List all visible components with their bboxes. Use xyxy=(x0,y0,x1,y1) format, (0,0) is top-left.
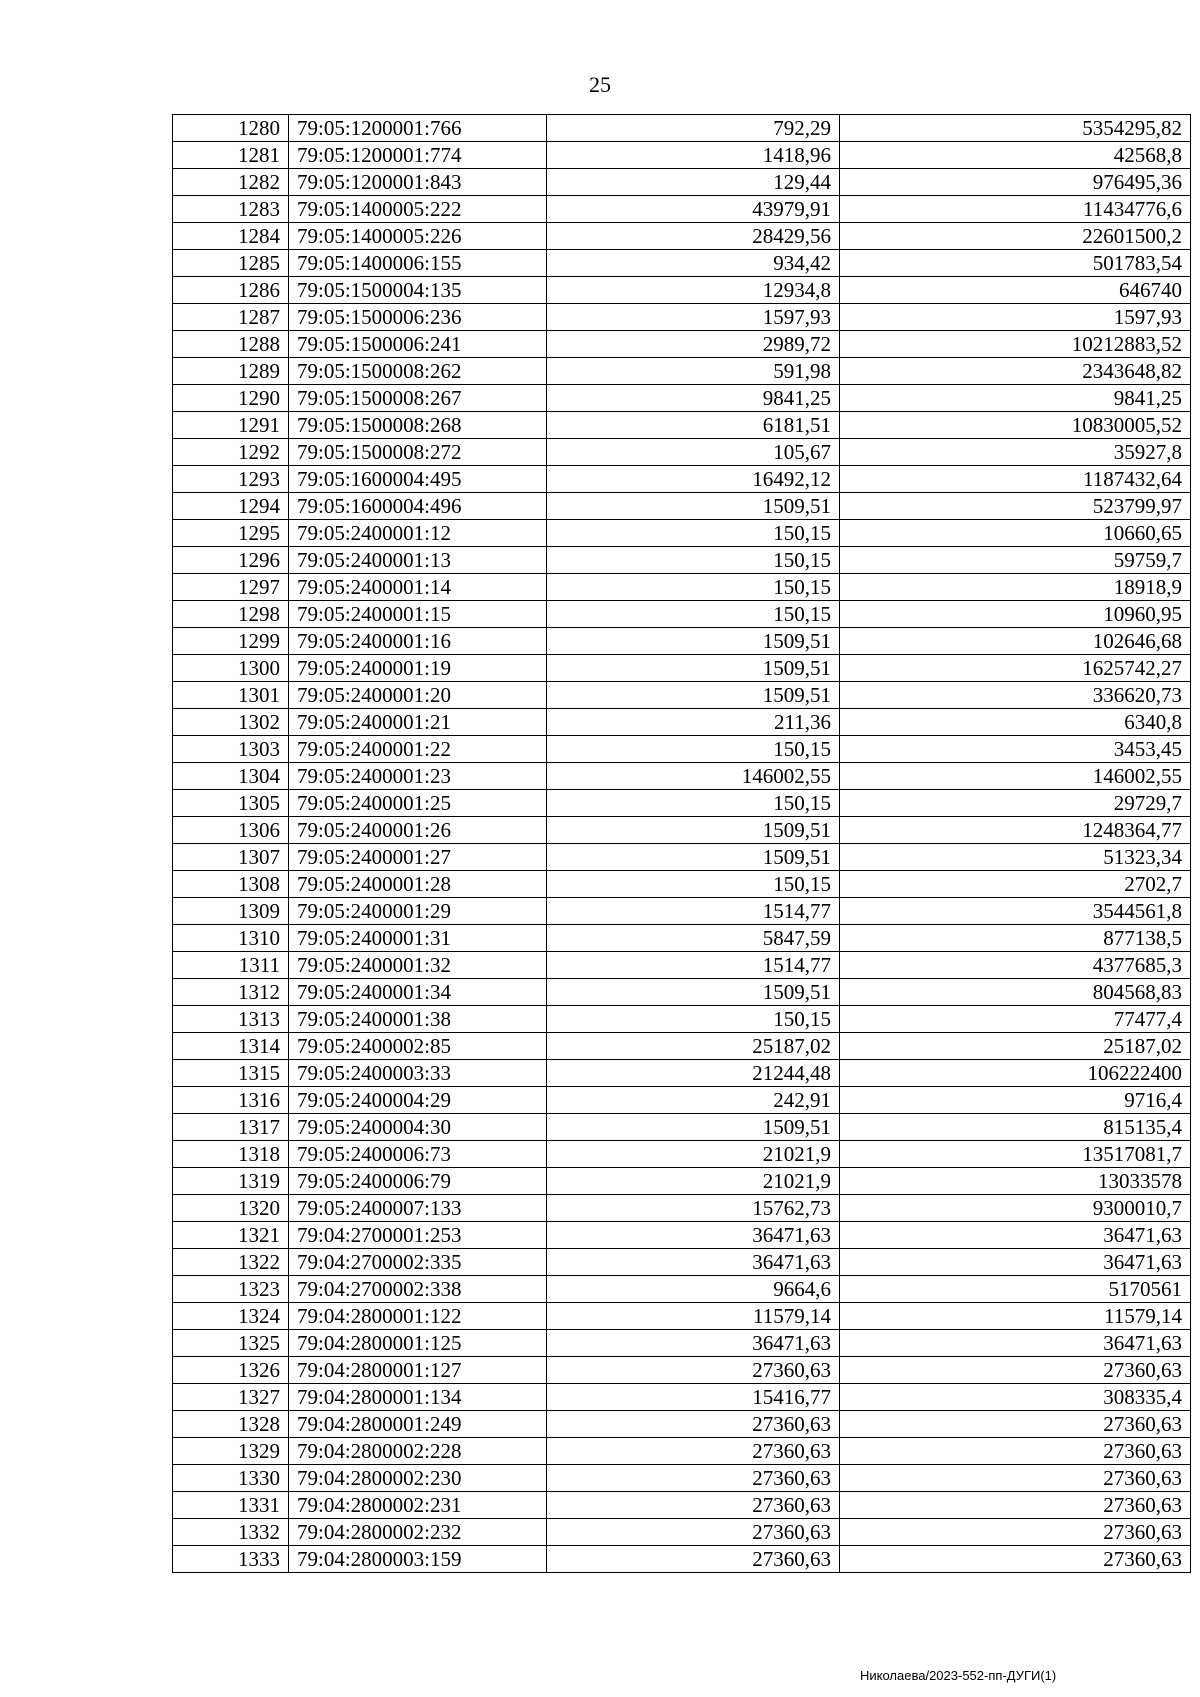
table-row xyxy=(173,277,1191,304)
value-b-cell: 27360,63 xyxy=(840,1546,1191,1573)
row-number-cell: 1285 xyxy=(173,250,289,277)
value-b-cell: 18918,9 xyxy=(840,574,1191,601)
value-b-cell: 804568,83 xyxy=(840,979,1191,1006)
value-a-cell: 1509,51 xyxy=(547,493,840,520)
row-number-cell: 1291 xyxy=(173,412,289,439)
cadastral-number-cell: 79:05:2400003:33 xyxy=(289,1060,547,1087)
value-a-cell: 27360,63 xyxy=(547,1465,840,1492)
row-number-cell: 1327 xyxy=(173,1384,289,1411)
cadastral-number-cell: 79:05:1500006:236 xyxy=(289,304,547,331)
value-b-cell: 1187432,64 xyxy=(840,466,1191,493)
value-b-cell: 336620,73 xyxy=(840,682,1191,709)
table-row xyxy=(173,250,1191,277)
table-body xyxy=(173,115,1191,1573)
cadastral-number-cell: 79:04:2800003:159 xyxy=(289,1546,547,1573)
value-a-cell: 36471,63 xyxy=(547,1330,840,1357)
value-a-cell: 1509,51 xyxy=(547,682,840,709)
cadastral-number-cell: 79:05:1400005:226 xyxy=(289,223,547,250)
value-b-cell: 59759,7 xyxy=(840,547,1191,574)
table-row xyxy=(173,871,1191,898)
cadastral-number-cell: 79:04:2800001:249 xyxy=(289,1411,547,1438)
table-row xyxy=(173,115,1191,142)
value-b-cell: 1248364,77 xyxy=(840,817,1191,844)
cadastral-number-cell: 79:04:2700001:253 xyxy=(289,1222,547,1249)
value-b-cell: 13517081,7 xyxy=(840,1141,1191,1168)
value-b-cell: 29729,7 xyxy=(840,790,1191,817)
cadastral-number-cell: 79:05:1500008:268 xyxy=(289,412,547,439)
row-number-cell: 1300 xyxy=(173,655,289,682)
table-row xyxy=(173,1330,1191,1357)
table-row xyxy=(173,169,1191,196)
table-row xyxy=(173,736,1191,763)
table-row xyxy=(173,817,1191,844)
row-number-cell: 1325 xyxy=(173,1330,289,1357)
cadastral-number-cell: 79:05:1200001:766 xyxy=(289,115,547,142)
value-b-cell: 13033578 xyxy=(840,1168,1191,1195)
value-a-cell: 150,15 xyxy=(547,871,840,898)
cadastral-number-cell: 79:05:2400001:32 xyxy=(289,952,547,979)
value-b-cell: 36471,63 xyxy=(840,1330,1191,1357)
cadastral-number-cell: 79:05:2400001:31 xyxy=(289,925,547,952)
row-number-cell: 1323 xyxy=(173,1276,289,1303)
value-a-cell: 1597,93 xyxy=(547,304,840,331)
table-row xyxy=(173,439,1191,466)
value-a-cell: 105,67 xyxy=(547,439,840,466)
row-number-cell: 1287 xyxy=(173,304,289,331)
cadastral-number-cell: 79:05:1200001:843 xyxy=(289,169,547,196)
row-number-cell: 1297 xyxy=(173,574,289,601)
value-b-cell: 22601500,2 xyxy=(840,223,1191,250)
table-row xyxy=(173,385,1191,412)
cadastral-number-cell: 79:05:2400001:22 xyxy=(289,736,547,763)
table-row xyxy=(173,412,1191,439)
value-b-cell: 10830005,52 xyxy=(840,412,1191,439)
row-number-cell: 1289 xyxy=(173,358,289,385)
table-row xyxy=(173,1195,1191,1222)
table-row xyxy=(173,979,1191,1006)
value-a-cell: 150,15 xyxy=(547,574,840,601)
table-row xyxy=(173,1033,1191,1060)
value-a-cell: 36471,63 xyxy=(547,1222,840,1249)
cadastral-number-cell: 79:05:2400001:16 xyxy=(289,628,547,655)
cadastral-number-cell: 79:04:2800001:122 xyxy=(289,1303,547,1330)
row-number-cell: 1321 xyxy=(173,1222,289,1249)
value-a-cell: 1509,51 xyxy=(547,979,840,1006)
value-b-cell: 1625742,27 xyxy=(840,655,1191,682)
table-row xyxy=(173,1087,1191,1114)
value-b-cell: 10212883,52 xyxy=(840,331,1191,358)
cadastral-number-cell: 79:05:2400006:79 xyxy=(289,1168,547,1195)
value-b-cell: 36471,63 xyxy=(840,1249,1191,1276)
value-b-cell: 146002,55 xyxy=(840,763,1191,790)
row-number-cell: 1294 xyxy=(173,493,289,520)
row-number-cell: 1295 xyxy=(173,520,289,547)
cadastral-number-cell: 79:05:2400001:15 xyxy=(289,601,547,628)
value-b-cell: 27360,63 xyxy=(840,1465,1191,1492)
cadastral-number-cell: 79:05:1500004:135 xyxy=(289,277,547,304)
value-a-cell: 1509,51 xyxy=(547,1114,840,1141)
value-b-cell: 9841,25 xyxy=(840,385,1191,412)
row-number-cell: 1330 xyxy=(173,1465,289,1492)
value-b-cell: 877138,5 xyxy=(840,925,1191,952)
row-number-cell: 1322 xyxy=(173,1249,289,1276)
value-a-cell: 129,44 xyxy=(547,169,840,196)
cadastral-number-cell: 79:05:2400001:14 xyxy=(289,574,547,601)
table-row xyxy=(173,1006,1191,1033)
cadastral-number-cell: 79:05:2400001:34 xyxy=(289,979,547,1006)
cadastral-number-cell: 79:05:1500008:267 xyxy=(289,385,547,412)
value-a-cell: 9841,25 xyxy=(547,385,840,412)
table-row xyxy=(173,898,1191,925)
row-number-cell: 1329 xyxy=(173,1438,289,1465)
page-number: 25 xyxy=(589,72,611,97)
value-a-cell: 25187,02 xyxy=(547,1033,840,1060)
table-row xyxy=(173,1249,1191,1276)
value-b-cell: 9716,4 xyxy=(840,1087,1191,1114)
value-a-cell: 27360,63 xyxy=(547,1438,840,1465)
row-number-cell: 1332 xyxy=(173,1519,289,1546)
value-a-cell: 211,36 xyxy=(547,709,840,736)
value-b-cell: 976495,36 xyxy=(840,169,1191,196)
table-row xyxy=(173,1384,1191,1411)
row-number-cell: 1284 xyxy=(173,223,289,250)
value-a-cell: 27360,63 xyxy=(547,1519,840,1546)
value-b-cell: 6340,8 xyxy=(840,709,1191,736)
cadastral-number-cell: 79:04:2800001:125 xyxy=(289,1330,547,1357)
row-number-cell: 1288 xyxy=(173,331,289,358)
table-row xyxy=(173,1060,1191,1087)
document-footer-code: Николаева/2023-552-пп-ДУГИ(1) xyxy=(860,1668,1057,1683)
value-a-cell: 150,15 xyxy=(547,1006,840,1033)
row-number-cell: 1320 xyxy=(173,1195,289,1222)
value-b-cell: 35927,8 xyxy=(840,439,1191,466)
row-number-cell: 1319 xyxy=(173,1168,289,1195)
cadastral-number-cell: 79:05:1500006:241 xyxy=(289,331,547,358)
row-number-cell: 1299 xyxy=(173,628,289,655)
value-b-cell: 36471,63 xyxy=(840,1222,1191,1249)
value-a-cell: 1418,96 xyxy=(547,142,840,169)
value-b-cell: 3453,45 xyxy=(840,736,1191,763)
value-a-cell: 15762,73 xyxy=(547,1195,840,1222)
value-a-cell: 1509,51 xyxy=(547,628,840,655)
value-b-cell: 10960,95 xyxy=(840,601,1191,628)
value-a-cell: 150,15 xyxy=(547,520,840,547)
cadastral-number-cell: 79:05:2400001:20 xyxy=(289,682,547,709)
table-row xyxy=(173,1303,1191,1330)
cadastral-number-cell: 79:04:2800002:231 xyxy=(289,1492,547,1519)
cadastral-number-cell: 79:04:2800001:127 xyxy=(289,1357,547,1384)
row-number-cell: 1333 xyxy=(173,1546,289,1573)
row-number-cell: 1311 xyxy=(173,952,289,979)
value-b-cell: 77477,4 xyxy=(840,1006,1191,1033)
value-a-cell: 150,15 xyxy=(547,790,840,817)
table-row xyxy=(173,844,1191,871)
table-row xyxy=(173,466,1191,493)
value-b-cell: 5170561 xyxy=(840,1276,1191,1303)
cadastral-number-cell: 79:05:2400001:29 xyxy=(289,898,547,925)
value-a-cell: 6181,51 xyxy=(547,412,840,439)
value-a-cell: 27360,63 xyxy=(547,1492,840,1519)
value-b-cell: 27360,63 xyxy=(840,1519,1191,1546)
row-number-cell: 1280 xyxy=(173,115,289,142)
value-a-cell: 2989,72 xyxy=(547,331,840,358)
cadastral-number-cell: 79:05:2400001:38 xyxy=(289,1006,547,1033)
value-a-cell: 1509,51 xyxy=(547,817,840,844)
cadastral-number-cell: 79:05:2400002:85 xyxy=(289,1033,547,1060)
cadastral-number-cell: 79:04:2700002:338 xyxy=(289,1276,547,1303)
value-b-cell: 3544561,8 xyxy=(840,898,1191,925)
value-a-cell: 1509,51 xyxy=(547,655,840,682)
value-a-cell: 5847,59 xyxy=(547,925,840,952)
cadastral-number-cell: 79:05:1400005:222 xyxy=(289,196,547,223)
table-row xyxy=(173,1276,1191,1303)
row-number-cell: 1331 xyxy=(173,1492,289,1519)
cadastral-number-cell: 79:05:1600004:496 xyxy=(289,493,547,520)
row-number-cell: 1293 xyxy=(173,466,289,493)
cadastral-number-cell: 79:05:2400006:73 xyxy=(289,1141,547,1168)
row-number-cell: 1282 xyxy=(173,169,289,196)
value-a-cell: 27360,63 xyxy=(547,1546,840,1573)
value-a-cell: 27360,63 xyxy=(547,1411,840,1438)
table-row xyxy=(173,1438,1191,1465)
table-row xyxy=(173,628,1191,655)
value-a-cell: 21021,9 xyxy=(547,1168,840,1195)
value-b-cell: 42568,8 xyxy=(840,142,1191,169)
row-number-cell: 1312 xyxy=(173,979,289,1006)
cadastral-number-cell: 79:05:2400001:21 xyxy=(289,709,547,736)
table-row xyxy=(173,493,1191,520)
value-b-cell: 27360,63 xyxy=(840,1411,1191,1438)
table-row xyxy=(173,1357,1191,1384)
value-a-cell: 146002,55 xyxy=(547,763,840,790)
table-row xyxy=(173,763,1191,790)
table-row xyxy=(173,1222,1191,1249)
cadastral-number-cell: 79:05:2400001:19 xyxy=(289,655,547,682)
cadastral-number-cell: 79:04:2800001:134 xyxy=(289,1384,547,1411)
cadastral-number-cell: 79:05:2400004:30 xyxy=(289,1114,547,1141)
value-a-cell: 27360,63 xyxy=(547,1357,840,1384)
row-number-cell: 1308 xyxy=(173,871,289,898)
value-b-cell: 2702,7 xyxy=(840,871,1191,898)
table-row xyxy=(173,790,1191,817)
cadastral-number-cell: 79:04:2800002:232 xyxy=(289,1519,547,1546)
value-a-cell: 792,29 xyxy=(547,115,840,142)
table-row xyxy=(173,1546,1191,1573)
value-a-cell: 934,42 xyxy=(547,250,840,277)
value-a-cell: 43979,91 xyxy=(547,196,840,223)
value-b-cell: 815135,4 xyxy=(840,1114,1191,1141)
value-b-cell: 1597,93 xyxy=(840,304,1191,331)
cadastral-number-cell: 79:05:2400001:26 xyxy=(289,817,547,844)
row-number-cell: 1326 xyxy=(173,1357,289,1384)
row-number-cell: 1313 xyxy=(173,1006,289,1033)
value-b-cell: 102646,68 xyxy=(840,628,1191,655)
row-number-cell: 1296 xyxy=(173,547,289,574)
value-b-cell: 523799,97 xyxy=(840,493,1191,520)
row-number-cell: 1302 xyxy=(173,709,289,736)
row-number-cell: 1307 xyxy=(173,844,289,871)
value-a-cell: 11579,14 xyxy=(547,1303,840,1330)
table-row xyxy=(173,331,1191,358)
row-number-cell: 1281 xyxy=(173,142,289,169)
value-b-cell: 11434776,6 xyxy=(840,196,1191,223)
cadastral-number-cell: 79:05:2400004:29 xyxy=(289,1087,547,1114)
cadastral-number-cell: 79:05:1600004:495 xyxy=(289,466,547,493)
value-b-cell: 501783,54 xyxy=(840,250,1191,277)
value-b-cell: 106222400 xyxy=(840,1060,1191,1087)
value-a-cell: 1514,77 xyxy=(547,952,840,979)
table-row xyxy=(173,358,1191,385)
value-a-cell: 9664,6 xyxy=(547,1276,840,1303)
table-row xyxy=(173,1168,1191,1195)
cadastral-number-cell: 79:05:2400001:12 xyxy=(289,520,547,547)
value-a-cell: 16492,12 xyxy=(547,466,840,493)
row-number-cell: 1298 xyxy=(173,601,289,628)
table-row xyxy=(173,1519,1191,1546)
value-a-cell: 1509,51 xyxy=(547,844,840,871)
table-row xyxy=(173,1465,1191,1492)
value-a-cell: 242,91 xyxy=(547,1087,840,1114)
table-row xyxy=(173,574,1191,601)
row-number-cell: 1292 xyxy=(173,439,289,466)
value-a-cell: 21021,9 xyxy=(547,1141,840,1168)
value-a-cell: 591,98 xyxy=(547,358,840,385)
value-a-cell: 12934,8 xyxy=(547,277,840,304)
table-row xyxy=(173,142,1191,169)
value-a-cell: 150,15 xyxy=(547,601,840,628)
value-b-cell: 308335,4 xyxy=(840,1384,1191,1411)
table-row xyxy=(173,952,1191,979)
cadastral-number-cell: 79:05:1500008:272 xyxy=(289,439,547,466)
value-b-cell: 5354295,82 xyxy=(840,115,1191,142)
table-row xyxy=(173,1141,1191,1168)
value-a-cell: 150,15 xyxy=(547,736,840,763)
value-b-cell: 27360,63 xyxy=(840,1357,1191,1384)
cadastral-number-cell: 79:05:2400007:133 xyxy=(289,1195,547,1222)
cadastral-number-cell: 79:05:2400001:23 xyxy=(289,763,547,790)
value-b-cell: 27360,63 xyxy=(840,1438,1191,1465)
row-number-cell: 1317 xyxy=(173,1114,289,1141)
table-row xyxy=(173,547,1191,574)
cadastral-number-cell: 79:05:2400001:27 xyxy=(289,844,547,871)
table-row xyxy=(173,709,1191,736)
row-number-cell: 1328 xyxy=(173,1411,289,1438)
value-a-cell: 21244,48 xyxy=(547,1060,840,1087)
table-row xyxy=(173,223,1191,250)
table-row xyxy=(173,196,1191,223)
value-a-cell: 150,15 xyxy=(547,547,840,574)
value-b-cell: 11579,14 xyxy=(840,1303,1191,1330)
table-row xyxy=(173,304,1191,331)
value-b-cell: 4377685,3 xyxy=(840,952,1191,979)
row-number-cell: 1316 xyxy=(173,1087,289,1114)
value-b-cell: 9300010,7 xyxy=(840,1195,1191,1222)
row-number-cell: 1290 xyxy=(173,385,289,412)
table-row xyxy=(173,520,1191,547)
row-number-cell: 1306 xyxy=(173,817,289,844)
cadastral-number-cell: 79:04:2700002:335 xyxy=(289,1249,547,1276)
value-a-cell: 1514,77 xyxy=(547,898,840,925)
row-number-cell: 1301 xyxy=(173,682,289,709)
cadastral-number-cell: 79:04:2800002:228 xyxy=(289,1438,547,1465)
row-number-cell: 1315 xyxy=(173,1060,289,1087)
cadastral-number-cell: 79:05:1400006:155 xyxy=(289,250,547,277)
row-number-cell: 1304 xyxy=(173,763,289,790)
value-b-cell: 25187,02 xyxy=(840,1033,1191,1060)
row-number-cell: 1318 xyxy=(173,1141,289,1168)
row-number-cell: 1309 xyxy=(173,898,289,925)
table-row xyxy=(173,1492,1191,1519)
value-a-cell: 36471,63 xyxy=(547,1249,840,1276)
table-row xyxy=(173,601,1191,628)
row-number-cell: 1310 xyxy=(173,925,289,952)
cadastral-number-cell: 79:05:2400001:28 xyxy=(289,871,547,898)
row-number-cell: 1305 xyxy=(173,790,289,817)
cadastral-number-cell: 79:05:1500008:262 xyxy=(289,358,547,385)
cadastral-number-cell: 79:04:2800002:230 xyxy=(289,1465,547,1492)
table-row xyxy=(173,1411,1191,1438)
value-b-cell: 646740 xyxy=(840,277,1191,304)
table-row xyxy=(173,655,1191,682)
cadastral-number-cell: 79:05:2400001:25 xyxy=(289,790,547,817)
row-number-cell: 1303 xyxy=(173,736,289,763)
row-number-cell: 1283 xyxy=(173,196,289,223)
value-b-cell: 2343648,82 xyxy=(840,358,1191,385)
row-number-cell: 1324 xyxy=(173,1303,289,1330)
value-b-cell: 51323,34 xyxy=(840,844,1191,871)
value-a-cell: 28429,56 xyxy=(547,223,840,250)
value-b-cell: 10660,65 xyxy=(840,520,1191,547)
table-row xyxy=(173,682,1191,709)
data-table xyxy=(172,114,1191,1573)
cadastral-number-cell: 79:05:2400001:13 xyxy=(289,547,547,574)
table-row xyxy=(173,925,1191,952)
value-a-cell: 15416,77 xyxy=(547,1384,840,1411)
row-number-cell: 1314 xyxy=(173,1033,289,1060)
table-row xyxy=(173,1114,1191,1141)
row-number-cell: 1286 xyxy=(173,277,289,304)
cadastral-number-cell: 79:05:1200001:774 xyxy=(289,142,547,169)
value-b-cell: 27360,63 xyxy=(840,1492,1191,1519)
